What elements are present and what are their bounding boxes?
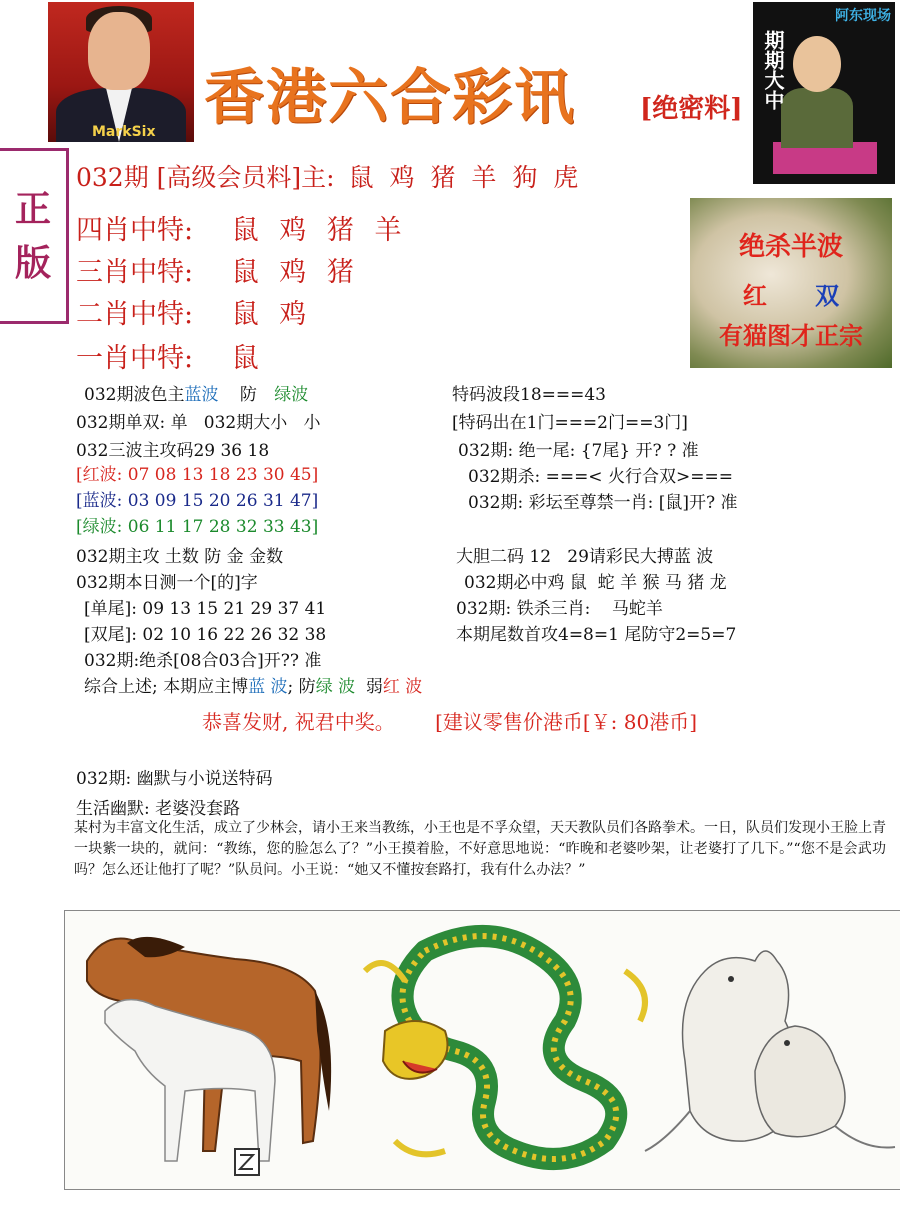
summary-line — [84, 672, 422, 697]
tail-attack-line: 本期尾数首攻4=8=1 尾防守2=5=7 — [456, 625, 737, 645]
odd-even-line: 032期单双: 单 032期大小 小 — [76, 413, 321, 433]
title-tag: [绝密料] — [640, 94, 743, 124]
mascot-tag: 阿东现场 — [835, 8, 891, 24]
special-range-line: 特码波段18===43 — [452, 385, 606, 405]
rat-illustration — [645, 951, 895, 1151]
issue-line — [76, 158, 582, 194]
summary-part-2: ; 防 — [287, 677, 316, 697]
congrats-line — [202, 706, 697, 735]
issue-number: 032期 — [76, 163, 149, 192]
badge-char-2: 版 — [14, 242, 51, 284]
illustrations-svg — [65, 911, 900, 1189]
wave-color-main: 蓝波 — [184, 385, 219, 405]
issue-zodiacs: 鼠 鸡 猪 羊 狗 虎 — [348, 163, 583, 192]
special-gate-line: [特码出在1门===2门==3门] — [452, 413, 688, 433]
zodiac-illustrations — [64, 910, 900, 1190]
summary-part-3: 弱 — [355, 677, 383, 697]
marksix-logo: MarkSix — [92, 124, 156, 140]
host-photo — [48, 2, 194, 142]
dragon-illustration — [365, 936, 645, 1159]
special-label: 三肖中特: — [76, 257, 194, 288]
special-label: 二肖中特: — [76, 299, 194, 330]
three-wave-line: 032三波主攻码29 36 18 — [76, 441, 270, 461]
mascot-vertical-text: 期期大中 — [761, 30, 785, 110]
cat-double: 双 — [815, 282, 840, 310]
horse-illustration — [87, 937, 331, 1175]
badge-char-1: 正 — [14, 188, 51, 230]
special-label: 一肖中特: — [76, 343, 194, 374]
joke-body: 某村为丰富文化生活，成立了少林会，请小王来当教练，小王也是不孚众望，天天教队员们各路拳术。一日，队员们发现小王脸上青一块紫一块的，就问：“教练，您的脸怎么了？”小王摸着脸，不好意思地说：“昨晚和老婆吵架，让老婆打了几下。”“您不是会武功吗？怎么还让他打了呢？”队员问。小王说：“她又不懂按套路打，我有什么办法？” — [74, 820, 886, 878]
special-label: 四肖中特: — [76, 215, 194, 246]
must-win-line: 032期必中鸡 鼠 蛇 羊 猴 马 猪 龙 — [464, 573, 727, 593]
special-value: 鼠 鸡 — [231, 299, 313, 330]
special-four — [76, 208, 407, 247]
special-value: 鼠 鸡 猪 羊 — [231, 215, 408, 246]
issue-label: [高级会员料]主: — [156, 163, 335, 192]
cat-red: 红 — [742, 282, 767, 310]
forum-ban-line: 032期: 彩坛至尊禁一肖: [鼠]开? 准 — [468, 493, 738, 513]
double-tail-line: [双尾]: 02 10 16 22 26 32 38 — [84, 625, 327, 645]
cat-line-2 — [690, 276, 892, 311]
mascot-photo — [753, 2, 895, 184]
wave-color-line — [84, 380, 308, 405]
iron-kill-line: 032期: 铁杀三肖: 马蛇羊 — [456, 599, 663, 619]
blue-wave-line: [蓝波: 03 09 15 20 26 31 47] — [76, 491, 319, 511]
kill-combo-line: 032期:绝杀[08合03合]开?? 准 — [84, 651, 322, 671]
main-attack-line: 032期主攻 土数 防 金 金数 — [76, 547, 284, 567]
summary-blue: 蓝 波 — [248, 677, 288, 697]
wave-color-mid: 防 — [239, 385, 257, 405]
special-value: 鼠 鸡 猪 — [231, 257, 360, 288]
wave-color-prefix: 032期波色主 — [84, 385, 185, 405]
congrats-text: 恭喜发财, 祝君中奖。 — [202, 710, 395, 734]
retail-price: [建议零售价港币[￥: 80港币] — [435, 710, 698, 734]
special-value: 鼠 — [231, 343, 265, 374]
joke-title: 生活幽默: 老婆没套路 — [76, 799, 241, 819]
summary-red: 红 波 — [382, 677, 423, 697]
single-tail-line: [单尾]: 09 13 15 21 29 37 41 — [84, 599, 327, 619]
summary-part-1: 综合上述; 本期应主博 — [84, 677, 249, 697]
wave-color-alt: 绿波 — [274, 385, 309, 405]
bold-two-line: 大胆二码 12 29请彩民大搏蓝 波 — [456, 547, 714, 567]
cat-image-box — [690, 198, 892, 368]
red-wave-line: [红波: 07 08 13 18 23 30 45] — [76, 465, 319, 485]
special-two — [76, 292, 312, 331]
tail-kill-line: 032期: 绝一尾: {7尾} 开? ? 准 — [458, 441, 699, 461]
page-title: 香港六合彩讯 — [204, 63, 576, 133]
daily-word-line: 032期本日测一个[的]字 — [76, 573, 258, 593]
five-elements-line: 032期杀: ===< 火行合双>=== — [468, 467, 733, 487]
cat-line-3: 有猫图才正宗 — [719, 322, 863, 350]
joke-heading: 032期: 幽默与小说送特码 — [76, 769, 273, 789]
cat-line-1: 绝杀半波 — [738, 232, 843, 262]
authentic-badge — [0, 148, 69, 324]
summary-green: 绿 波 — [315, 677, 356, 697]
green-wave-line: [绿波: 06 11 17 28 32 33 43] — [76, 517, 319, 537]
special-one — [76, 336, 265, 375]
special-three — [76, 250, 360, 289]
